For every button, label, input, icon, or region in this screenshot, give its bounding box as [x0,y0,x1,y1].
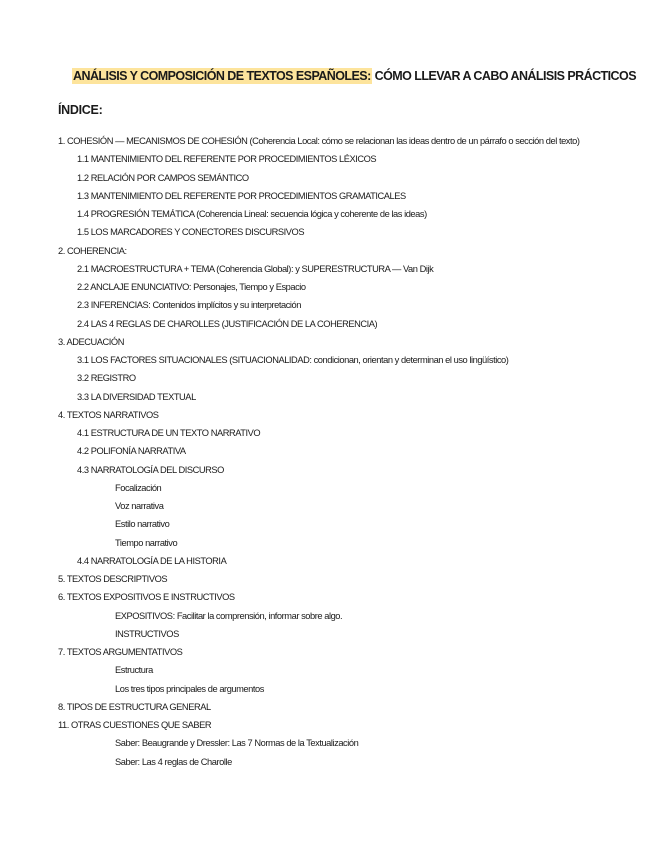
toc-entry[interactable]: 3.3 LA DIVERSIDAD TEXTUAL [77,391,196,402]
toc-entry[interactable]: 3. ADECUACIÓN [58,336,124,347]
toc-entry[interactable]: Focalización [115,482,162,493]
toc-entry[interactable]: 6. TEXTOS EXPOSITIVOS E INSTRUCTIVOS [58,592,235,603]
toc-entry[interactable]: 8. TIPOS DE ESTRUCTURA GENERAL [58,701,211,712]
table-of-contents [0,132,655,771]
title-rest: CÓMO LLEVAR A CABO ANÁLISIS PRÁCTICOS [371,69,636,83]
toc-entry[interactable]: 2.3 INFERENCIAS: Contenidos implícitos y su interpretación [77,300,301,311]
toc-entry[interactable]: Estructura [115,665,153,676]
toc-entry[interactable]: 1.2 RELACIÓN POR CAMPOS SEMÁNTICO [77,172,249,183]
toc-entry[interactable]: Voz narrativa [115,501,164,511]
toc-entry[interactable]: EXPOSITIVOS: Facilitar la comprensión, informar sobre algo. [115,610,343,621]
toc-entry[interactable]: 1.4 PROGRESIÓN TEMÁTICA (Coherencia Lineal: secuencia lógica y coherente de las ideas) [77,209,427,219]
toc-entry[interactable]: 5. TEXTOS DESCRIPTIVOS [58,574,168,584]
toc-entry[interactable]: 2.4 LAS 4 REGLAS DE CHAROLLES (JUSTIFICACIÓN DE LA COHERENCIA) [77,318,378,329]
title-highlight: ANÁLISIS Y COMPOSICIÓN DE TEXTOS ESPAÑOLES: [73,69,371,83]
toc-entry[interactable]: 4.4 NARRATOLOGÍA DE LA HISTORIA [77,555,227,566]
document-title [72,66,636,86]
toc-entry[interactable]: Estilo narrativo [115,519,170,530]
toc-entry[interactable]: 1. COHESIÓN — MECANISMOS DE COHESIÓN (Coherencia Local: cómo se relacionan las ideas dentro de un párrafo o sección del texto) [58,136,580,146]
toc-entry[interactable]: 4. TEXTOS NARRATIVOS [58,409,159,420]
toc-entry[interactable]: Tiempo narrativo [115,537,178,548]
toc-entry[interactable]: Los tres tipos principales de argumentos [115,683,264,694]
toc-entry[interactable]: 7. TEXTOS ARGUMENTATIVOS [58,647,183,657]
toc-entry[interactable]: 2.1 MACROESTRUCTURA + TEMA (Coherencia Global): y SUPERESTRUCTURA — Van Dijk [77,263,434,274]
toc-entry[interactable]: Saber: Beaugrande y Dressler: Las 7 Normas de la Textualización [115,738,359,749]
toc-entry[interactable]: 4.1 ESTRUCTURA DE UN TEXTO NARRATIVO [77,428,261,438]
toc-entry[interactable]: 4.2 POLIFONÍA NARRATIVA [77,446,186,457]
toc-entry[interactable]: INSTRUCTIVOS [115,628,179,639]
toc-entry[interactable]: 1.5 LOS MARCADORES Y CONECTORES DISCURSIVOS [77,227,305,238]
toc-entry[interactable]: 11. OTRAS CUESTIONES QUE SABER [58,720,212,730]
toc-entry[interactable]: 1.1 MANTENIMIENTO DEL REFERENTE POR PROCEDIMIENTOS LÉXICOS [77,154,377,165]
index-heading: ÍNDICE: [58,103,103,117]
toc-entry[interactable]: 2.2 ANCLAJE ENUNCIATIVO: Personajes, Tiempo y Espacio [77,282,306,292]
toc-entry[interactable]: 4.3 NARRATOLOGÍA DEL DISCURSO [77,464,224,475]
toc-entry[interactable]: 2. COHERENCIA: [58,245,127,256]
toc-entry[interactable]: 3.1 LOS FACTORES SITUACIONALES (SITUACIONALIDAD: condicionan, orientan y determinan el uso lingüístico) [77,355,509,365]
toc-entry[interactable]: 3.2 REGISTRO [77,373,136,384]
toc-entry[interactable]: 1.3 MANTENIMIENTO DEL REFERENTE POR PROCEDIMIENTOS GRAMATICALES [77,190,406,201]
toc-entry[interactable]: Saber: Las 4 reglas de Charolle [115,756,232,767]
